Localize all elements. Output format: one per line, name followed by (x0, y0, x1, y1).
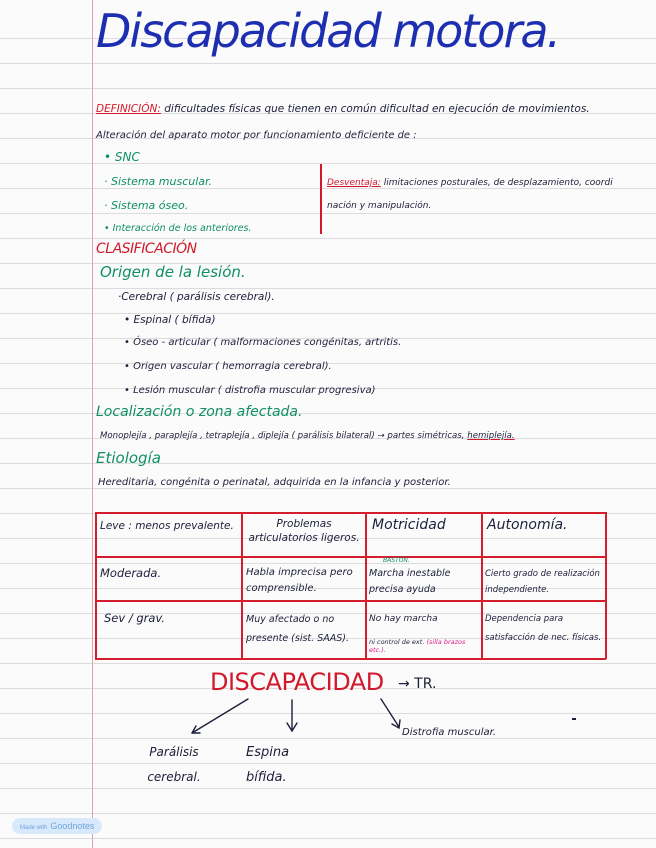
diagram-left-branch (142, 740, 206, 790)
table-cell-marcha: Marcha inestable precisa ayuda (369, 568, 451, 595)
table-cell-no-marcha: No hay marcha (369, 614, 438, 624)
desventaja-line-2: nación y manipulación. (327, 201, 432, 211)
origen-item-espinal: • Espinal ( bífida) (124, 314, 216, 326)
localizacion-text (100, 431, 515, 441)
table-cell-habla: Habla imprecisa pero comprensible. (246, 567, 353, 594)
bullet-oseo: · Sistema óseo. (104, 199, 189, 212)
origen-item-vascular: • Origen vascular ( hemorragia cerebral). (124, 361, 332, 372)
table-cell-severa: Sev / grav. (104, 611, 165, 625)
table-cell-problemas: Problemas articulatorios ligeros. (248, 518, 360, 544)
table-border-row2 (95, 600, 606, 602)
desventaja-label: Desventaja: (327, 178, 381, 188)
table-cell-cierto-grado: Cierto grado de realización independiente. (485, 569, 600, 595)
alteration-line: Alteración del aparato motor por funcionamiento deficiente de : (96, 130, 417, 141)
left-branch-line-2: cerebral. (147, 770, 201, 784)
bullet-interaccion: • Interacción de los anteriores. (104, 223, 252, 234)
definition-line (96, 103, 590, 115)
control-ext-silla: (silla brazos etc.). (369, 638, 466, 654)
origen-item-cerebral: ·Cerebral ( parálisis cerebral). (118, 291, 275, 303)
table-border-left (95, 512, 97, 659)
table-cell-motricidad: Motricidad (372, 517, 446, 533)
table-border-col3 (481, 512, 483, 659)
badge-prefix: Made with (20, 825, 48, 831)
table-border-row1 (95, 556, 606, 558)
etiologia-heading: Etiología (96, 449, 161, 467)
definition-text: dificultades físicas que tienen en común dificultad en ejecución de movimientos. (164, 103, 590, 115)
desventaja-line-1 (327, 178, 613, 188)
table-border-bottom (95, 658, 606, 660)
bullet-muscular: · Sistema muscular. (104, 175, 213, 188)
table-cell-moderada: Moderada. (100, 566, 162, 580)
diagram-right-branch: Distrofia muscular. (402, 727, 497, 738)
title-text: Discapacidad motora. (96, 4, 560, 58)
table-cell-autonomia: Autonomía. (487, 517, 568, 533)
definition-label: DEFINICIÓN: (96, 103, 161, 115)
control-ext-text: ni control de ext. (369, 638, 425, 646)
stray-dash (572, 718, 576, 720)
bullet-snc: • SNC (104, 150, 140, 164)
margin-line (92, 0, 93, 848)
table-border-top (95, 512, 606, 514)
desventaja-divider (320, 164, 322, 234)
table-border-col2 (365, 512, 367, 659)
table-note-baston: BASTÓN. (383, 557, 410, 564)
origen-item-muscular: • Lesión muscular ( distrofia muscular progresiva) (124, 385, 376, 396)
badge-brand: Goodnotes (50, 821, 95, 831)
origen-heading: Origen de la lesión. (100, 263, 246, 281)
diagram-suffix: → TR. (398, 676, 437, 692)
desventaja-text-1: limitaciones posturales, de desplazamiento, coordi (383, 178, 613, 188)
table-cell-dependencia: Dependencia para satisfacción de nec. físicas. (485, 614, 602, 643)
middle-branch-line-2: bífida. (246, 770, 287, 785)
localizacion-main: Monoplejía , paraplejía , tetraplejía , diplejía ( parálisis bilateral) → partes simétricas, (100, 431, 465, 441)
diagram-center: DISCAPACIDAD (210, 668, 384, 696)
localizacion-heading: Localización o zona afectada. (96, 404, 303, 420)
table-cell-control-ext (369, 638, 481, 654)
made-with-goodnotes-badge[interactable] (12, 818, 102, 834)
clasificacion-heading: CLASIFICACIÓN (96, 241, 197, 257)
left-branch-line-1: Parálisis (149, 745, 199, 759)
table-border-right (605, 512, 607, 659)
table-border-col1 (241, 512, 243, 659)
origen-item-oseo: • Óseo - articular ( malformaciones congénitas, artritis. (124, 337, 402, 348)
diagram-middle-branch (246, 740, 289, 790)
table-cell-leve: Leve : menos prevalente. (100, 520, 234, 532)
middle-branch-line-1: Espina (246, 745, 290, 760)
table-cell-muy-afectado: Muy afectado o no presente (sist. SAAS). (246, 614, 349, 644)
etiologia-text: Hereditaria, congénita o perinatal, adquirida en la infancia y posterior. (98, 477, 451, 488)
page-title (96, 4, 559, 58)
localizacion-hemiplejia: hemiplejía. (467, 431, 515, 441)
